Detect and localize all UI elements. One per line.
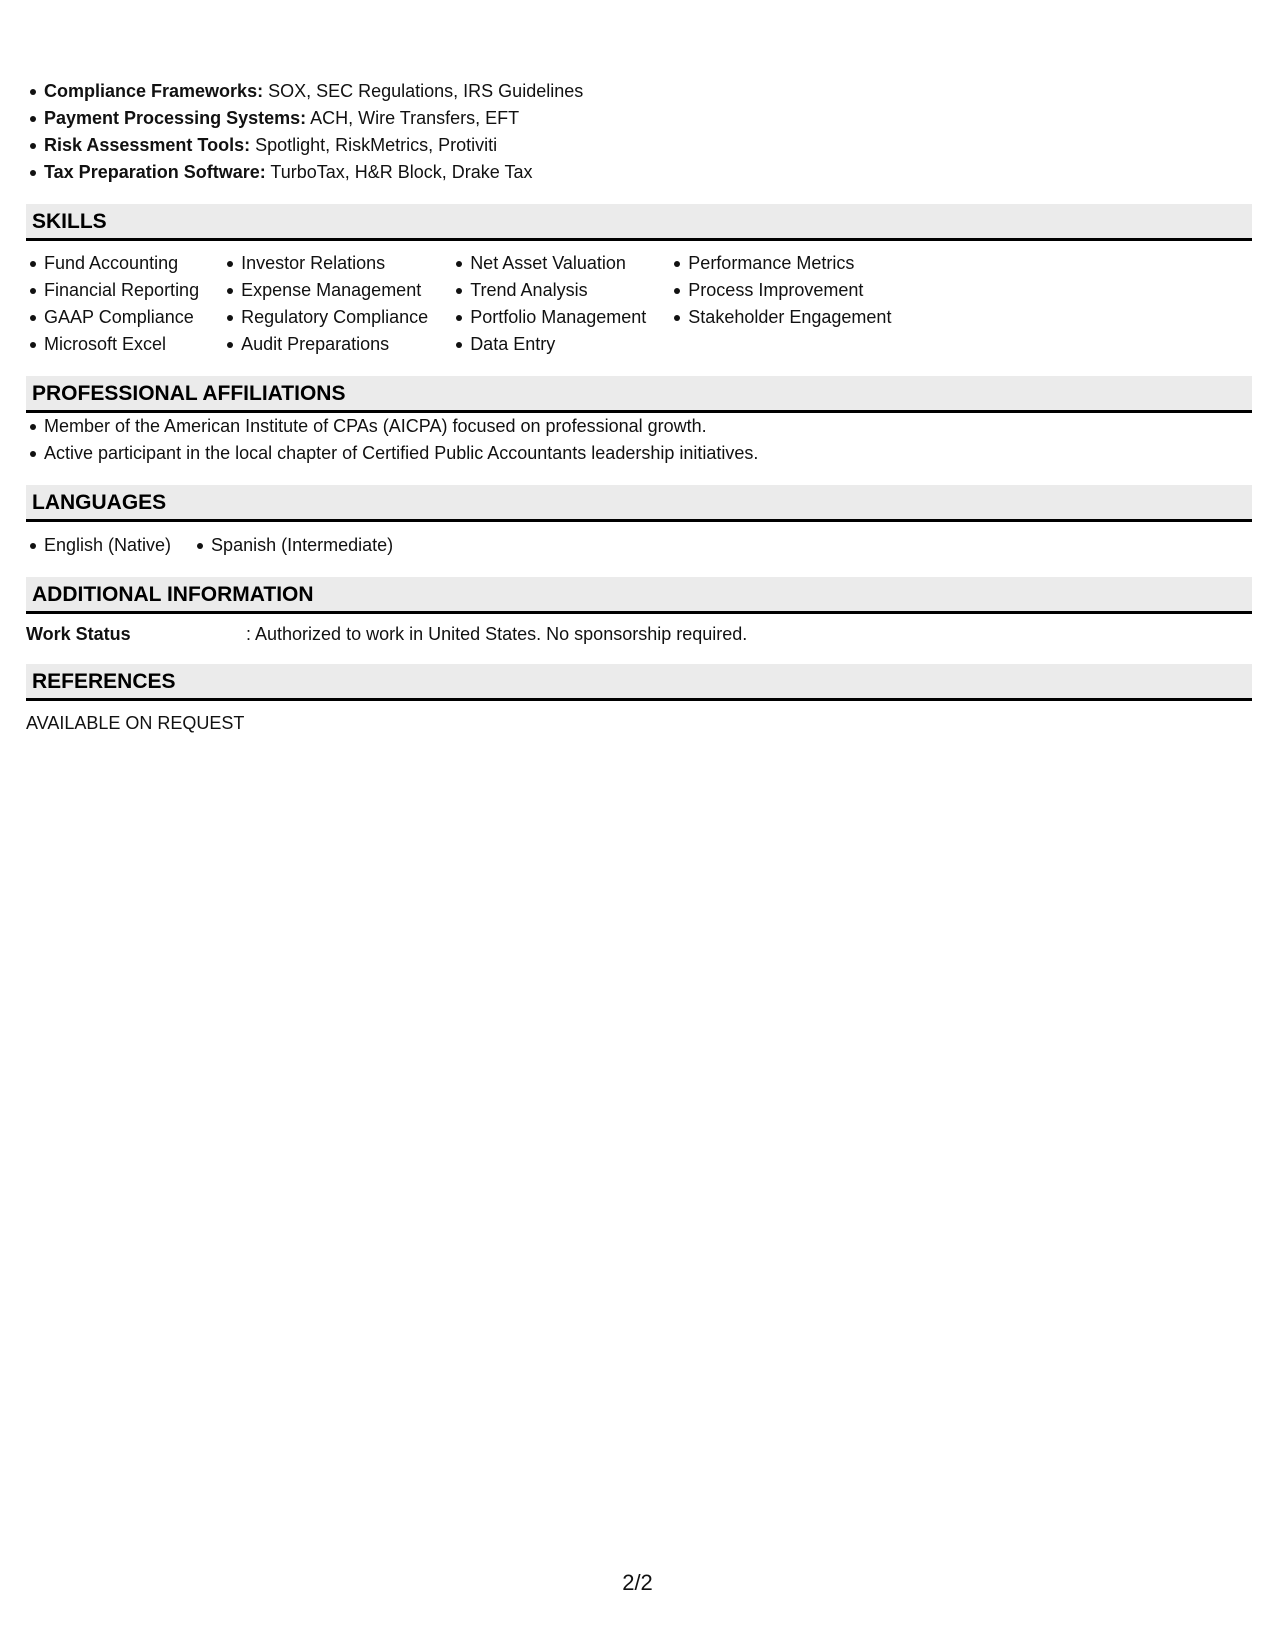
list-item: Stakeholder Engagement bbox=[688, 304, 891, 331]
affiliations-section-header bbox=[26, 376, 1252, 413]
section-title: REFERENCES bbox=[32, 670, 176, 693]
list-item: Regulatory Compliance bbox=[241, 304, 428, 331]
list-item: Financial Reporting bbox=[44, 277, 199, 304]
list-item: English (Native) bbox=[44, 532, 171, 559]
list-item: Spanish (Intermediate) bbox=[211, 532, 393, 559]
skills-column-1 bbox=[26, 250, 199, 358]
list-item: Process Improvement bbox=[688, 277, 891, 304]
work-status-value: : Authorized to work in United States. No sponsorship required. bbox=[246, 624, 748, 644]
additional-info-section-header bbox=[26, 577, 1252, 614]
list-item: Investor Relations bbox=[241, 250, 428, 277]
list-item: Performance Metrics bbox=[688, 250, 891, 277]
languages-section-header bbox=[26, 485, 1252, 522]
tool-label: Payment Processing Systems: bbox=[44, 108, 307, 128]
tool-label: Compliance Frameworks: bbox=[44, 81, 264, 101]
list-item: Audit Preparations bbox=[241, 331, 428, 358]
skills-column-2 bbox=[223, 250, 428, 358]
references-text: AVAILABLE ON REQUEST bbox=[26, 713, 245, 733]
section-title: PROFESSIONAL AFFILIATIONS bbox=[32, 382, 346, 405]
section-title: SKILLS bbox=[32, 210, 107, 233]
references-section-header bbox=[26, 664, 1252, 701]
tool-value: ACH, Wire Transfers, EFT bbox=[306, 108, 520, 128]
list-item: Active participant in the local chapter of Certified Public Accountants leadership initiatives. bbox=[44, 440, 1252, 467]
tool-value: Spotlight, RiskMetrics, Protiviti bbox=[250, 135, 498, 155]
list-item: Fund Accounting bbox=[44, 250, 199, 277]
affiliations-list bbox=[26, 413, 1252, 467]
work-status-row bbox=[26, 622, 1252, 646]
tool-label: Risk Assessment Tools: bbox=[44, 135, 251, 155]
list-item: GAAP Compliance bbox=[44, 304, 199, 331]
tool-value: SOX, SEC Regulations, IRS Guidelines bbox=[263, 81, 584, 101]
list-item bbox=[44, 105, 1252, 132]
list-item: Portfolio Management bbox=[470, 304, 646, 331]
resume-page bbox=[26, 78, 1252, 735]
list-item: Microsoft Excel bbox=[44, 331, 199, 358]
skills-column-4 bbox=[670, 250, 891, 358]
language-item-1 bbox=[26, 532, 171, 559]
skills-grid bbox=[26, 250, 1252, 358]
work-status-label: Work Status bbox=[26, 624, 131, 644]
skills-column-3 bbox=[452, 250, 646, 358]
list-item: Member of the American Institute of CPAs (AICPA) focused on professional growth. bbox=[44, 413, 1252, 440]
list-item: Trend Analysis bbox=[470, 277, 646, 304]
page-number: 2/2 bbox=[622, 1570, 653, 1595]
list-item bbox=[44, 132, 1252, 159]
tool-value: TurboTax, H&R Block, Drake Tax bbox=[265, 162, 533, 182]
languages-row bbox=[26, 532, 1252, 559]
section-title: ADDITIONAL INFORMATION bbox=[32, 583, 314, 606]
list-item: Expense Management bbox=[241, 277, 428, 304]
section-title: LANGUAGES bbox=[32, 491, 167, 514]
skills-section-header bbox=[26, 204, 1252, 241]
language-item-2 bbox=[193, 532, 393, 559]
tool-label: Tax Preparation Software: bbox=[44, 162, 266, 182]
tools-list bbox=[26, 78, 1252, 186]
list-item: Net Asset Valuation bbox=[470, 250, 646, 277]
list-item bbox=[44, 78, 1252, 105]
list-item: Data Entry bbox=[470, 331, 646, 358]
list-item bbox=[44, 159, 1252, 186]
